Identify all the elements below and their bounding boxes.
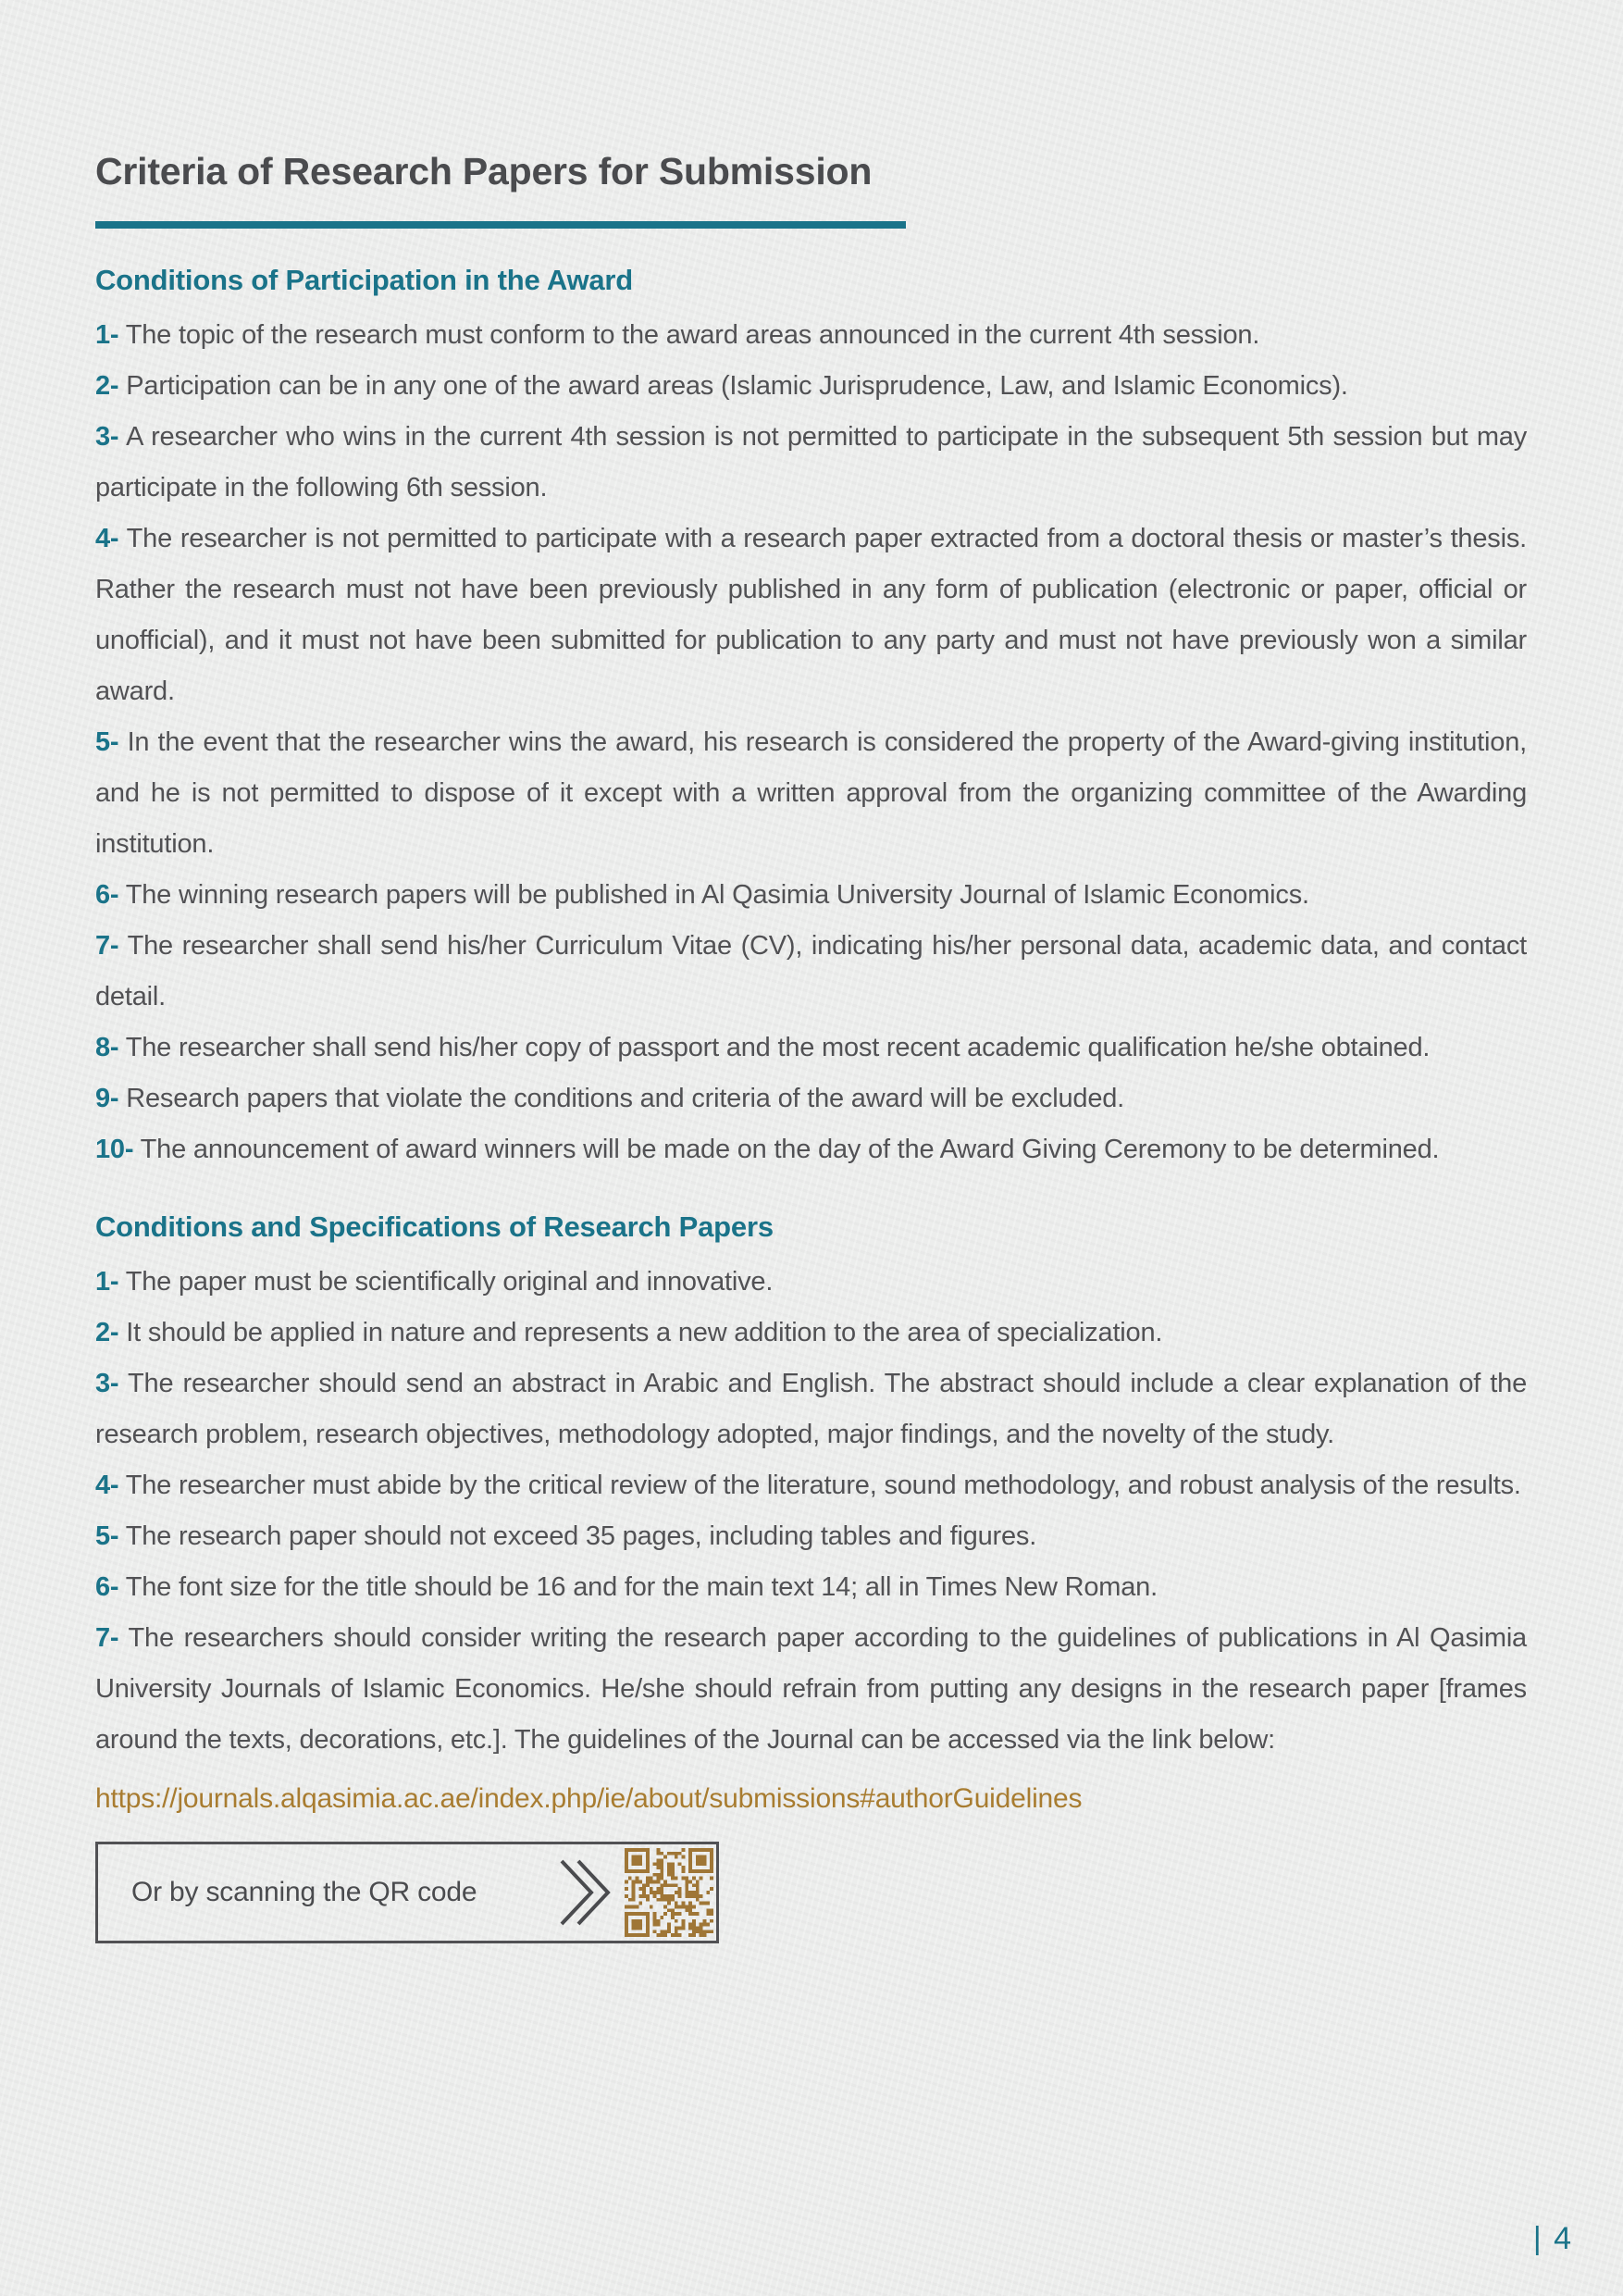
specifications-list (95, 1257, 1527, 1766)
list-item (95, 1511, 1527, 1562)
list-item-text: The researcher must abide by the critical review of the literature, sound methodology, and robust analysis of the results. (125, 1471, 1521, 1500)
list-item-number: 5- (95, 727, 119, 757)
list-item (95, 1074, 1527, 1124)
qr-code-box (95, 1842, 719, 1943)
list-item-text: The topic of the research must conform to the award areas announced in the current 4th session. (125, 320, 1260, 350)
list-item-text: The researcher should send an abstract in Arabic and English. The abstract should include a clear explanation of the research problem, research objectives, methodology adopted, major findings, and the novelty of the study. (95, 1369, 1527, 1449)
list-item (95, 1257, 1527, 1308)
list-item-text: Research papers that violate the conditions and criteria of the award will be excluded. (126, 1084, 1125, 1113)
document-page (95, 0, 1527, 1943)
list-item-text: It should be applied in nature and represents a new addition to the area of specialization. (126, 1318, 1163, 1347)
list-item (95, 310, 1527, 361)
page-title: Criteria of Research Papers for Submission (95, 150, 873, 192)
double-chevron-icon (558, 1855, 612, 1930)
participation-conditions-list (95, 310, 1527, 1175)
list-item-text: The researcher shall send his/her copy of passport and the most recent academic qualification he/she obtained. (125, 1033, 1431, 1062)
list-item-text: The announcement of award winners will be made on the day of the Award Giving Ceremony to be determined. (140, 1135, 1440, 1164)
title-underline-rule (95, 221, 906, 229)
list-item-text: The paper must be scientifically original and innovative. (125, 1267, 774, 1297)
list-item (95, 921, 1527, 1023)
list-item-number: 2- (95, 1318, 119, 1347)
page-number: | 4 (1532, 2221, 1573, 2256)
list-item-number: 2- (95, 371, 119, 401)
list-item-number: 6- (95, 1572, 119, 1602)
qr-code-icon (625, 1848, 713, 1937)
list-item-number: 7- (95, 931, 119, 961)
list-item-number: 3- (95, 1369, 119, 1398)
list-item (95, 870, 1527, 921)
list-item-number: 10- (95, 1135, 134, 1164)
list-item-number: 6- (95, 880, 119, 910)
list-item (95, 514, 1527, 717)
list-item (95, 1562, 1527, 1613)
section-heading-specifications: Conditions and Specifications of Research Papers (95, 1210, 774, 1243)
list-item (95, 1124, 1527, 1175)
list-item-number: 1- (95, 1267, 119, 1297)
section-heading-participation: Conditions of Participation in the Award (95, 264, 634, 296)
list-item (95, 1613, 1527, 1766)
list-item-number: 5- (95, 1521, 119, 1551)
list-item (95, 1023, 1527, 1074)
list-item-text: The researcher shall send his/her Curriculum Vitae (CV), indicating his/her personal data, academic data, and contact detail. (95, 931, 1528, 1011)
list-item (95, 412, 1527, 514)
list-item (95, 1460, 1527, 1511)
list-item (95, 361, 1527, 412)
list-item-number: 7- (95, 1623, 119, 1653)
list-item (95, 1359, 1527, 1460)
list-item-text: The researcher is not permitted to participate with a research paper extracted from a doctoral thesis or master’s thesis. Rather the research must not have been previously published in any form of publication (electronic or paper, official or unofficial), and it must not have been submitted for publication to any party and must not have previously won a similar award. (95, 524, 1527, 706)
list-item-number: 3- (95, 422, 119, 452)
list-item-number: 8- (95, 1033, 119, 1062)
list-item-number: 9- (95, 1084, 119, 1113)
list-item-text: A researcher who wins in the current 4th session is not permitted to participate in the subsequent 5th session but may participate in the following 6th session. (95, 422, 1528, 503)
list-item-text: The winning research papers will be published in Al Qasimia University Journal of Islamic Economics. (125, 880, 1309, 910)
list-item-text: The font size for the title should be 16 and for the main text 14; all in Times New Roman. (125, 1572, 1158, 1602)
list-item-text: Participation can be in any one of the award areas (Islamic Jurisprudence, Law, and Islamic Economics). (126, 371, 1348, 401)
qr-box-label: Or by scanning the QR code (131, 1877, 477, 1907)
list-item-text: The researchers should consider writing the research paper according to the guidelines of publications in Al Qasimia University Journals of Islamic Economics. He/she should refrain from putting any designs in the research paper [frames around the texts, decorations, etc.]. The guidelines of the Journal can be accessed via the link below: (95, 1623, 1527, 1755)
list-item-text: The research paper should not exceed 35 pages, including tables and figures. (125, 1521, 1037, 1551)
list-item (95, 1308, 1527, 1359)
list-item-number: 4- (95, 524, 119, 553)
list-item (95, 717, 1527, 870)
list-item-number: 4- (95, 1471, 119, 1500)
list-item-text: In the event that the researcher wins the award, his research is considered the property of the Award-giving institution, and he is not permitted to dispose of it except with a written approval from the organizing committee of the Awarding institution. (95, 727, 1527, 859)
list-item-number: 1- (95, 320, 119, 350)
author-guidelines-link[interactable]: https://journals.alqasimia.ac.ae/index.php/ie/about/submissions#authorGuidelines (95, 1783, 1083, 1814)
